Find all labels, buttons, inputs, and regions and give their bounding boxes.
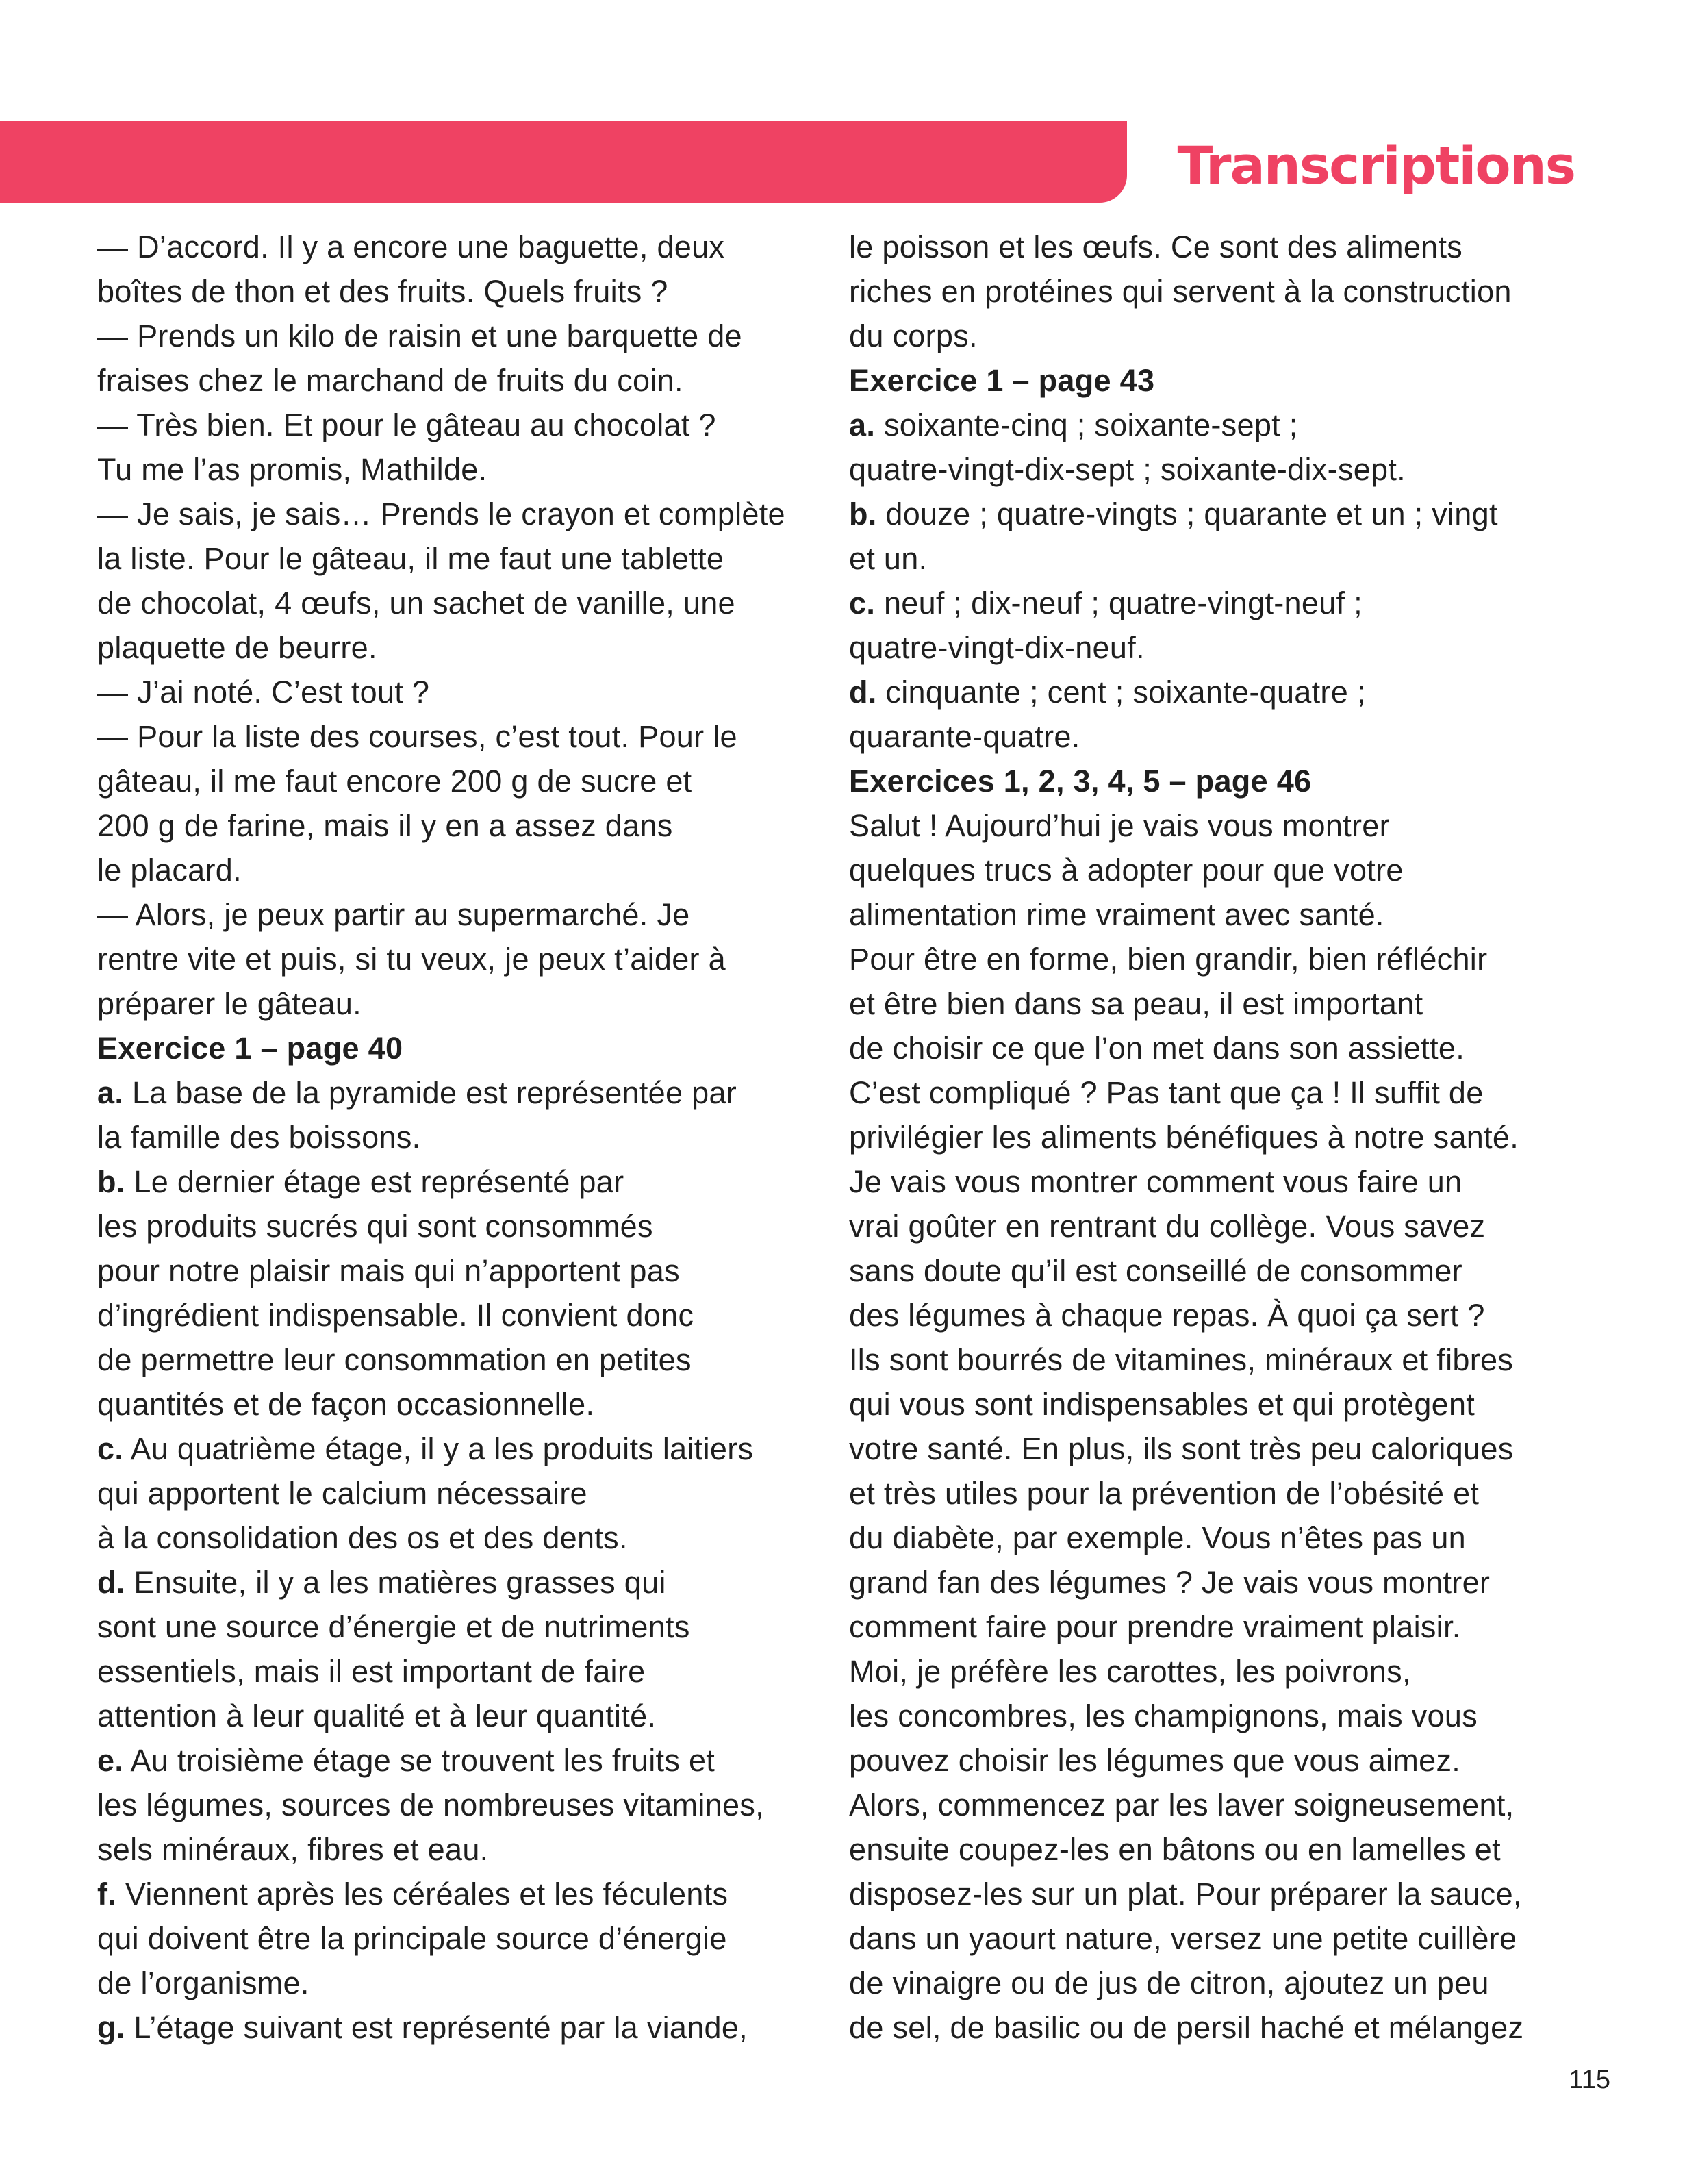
text-line [97,492,823,536]
text-line [849,1694,1592,1738]
text-line [97,536,823,581]
line-text: Salut ! Aujourd’hui je vais vous montrer [849,808,1390,843]
line-text: Le dernier étage est représenté par [125,1164,624,1199]
text-line [97,1115,823,1159]
line-text: du diabète, par exemple. Vous n’êtes pas un [849,1520,1467,1555]
line-text: Pour être en forme, bien grandir, bien réfléchir [849,942,1488,977]
line-text: — Prends un kilo de raisin et une barquette de [97,318,742,353]
line-text: L’étage suivant est représenté par la viande, [125,2010,748,2045]
text-line [849,1605,1592,1649]
line-text: privilégier les aliments bénéfiques à notre santé. [849,1120,1519,1155]
line-text: La base de la pyramide est représentée par [123,1075,737,1110]
line-text: d’ingrédient indispensable. Il convient donc [97,1298,694,1333]
line-text: Tu me l’as promis, Mathilde. [97,452,487,487]
line-text: Alors, commencez par les laver soigneusement, [849,1787,1515,1822]
text-line [849,1204,1592,1248]
line-text: et être bien dans sa peau, il est important [849,986,1423,1021]
line-text: neuf ; dix-neuf ; quatre-vingt-neuf ; [875,586,1363,620]
line-text: — J’ai noté. C’est tout ? [97,675,430,710]
line-text: préparer le gâteau. [97,986,362,1021]
text-line [849,670,1592,714]
text-line [849,714,1592,759]
text-line [849,1783,1592,1827]
line-text: de choisir ce que l’on met dans son assiette. [849,1031,1465,1066]
line-text: riches en protéines qui servent à la construction [849,274,1512,309]
text-line [849,447,1592,492]
text-line [849,1159,1592,1204]
text-line [849,1427,1592,1471]
text-line [97,358,823,403]
text-line [849,1649,1592,1694]
line-text: 200 g de farine, mais il y en a assez dans [97,808,673,843]
text-line [97,314,823,358]
text-line [97,1293,823,1338]
text-line [97,1427,823,1471]
line-text: qui apportent le calcium nécessaire [97,1476,587,1511]
line-text: — Alors, je peux partir au supermarché. Je [97,897,690,932]
line-text: dans un yaourt nature, versez une petite cuillère [849,1921,1517,1956]
text-line [97,937,823,981]
text-line [97,759,823,803]
text-line [849,536,1592,581]
section-heading: Exercice 1 – page 43 [849,363,1155,398]
text-line [849,892,1592,937]
line-text: Au quatrième étage, il y a les produits laitiers [123,1431,754,1466]
text-line [849,937,1592,981]
line-text: plaquette de beurre. [97,630,377,665]
line-text: et très utiles pour la prévention de l’obésité et [849,1476,1480,1511]
item-letter: g. [97,2010,125,2045]
line-text: Ils sont bourrés de vitamines, minéraux et fibres [849,1342,1514,1377]
line-text: le placard. [97,853,242,888]
line-text: attention à leur qualité et à leur quantité. [97,1698,657,1733]
line-text: — Très bien. Et pour le gâteau au chocolat ? [97,407,716,442]
text-line [97,1471,823,1516]
text-line [849,403,1592,447]
text-line [849,1916,1592,1961]
line-text: boîtes de thon et des fruits. Quels fruits ? [97,274,668,309]
line-text: vrai goûter en rentrant du collège. Vous savez [849,1209,1486,1244]
line-text: disposez-les sur un plat. Pour préparer la sauce, [849,1877,1522,1911]
line-text: de sel, de basilic ou de persil haché et mélangez [849,2010,1524,2045]
line-text: et un. [849,541,928,576]
text-line [849,1516,1592,1560]
line-text: comment faire pour prendre vraiment plaisir. [849,1609,1461,1644]
line-text: rentre vite et puis, si tu veux, je peux t’aider à [97,942,726,977]
line-text: gâteau, il me faut encore 200 g de sucre et [97,764,692,799]
text-line [849,803,1592,848]
item-letter: b. [97,1164,125,1199]
item-letter: d. [849,675,877,710]
text-line [97,1783,823,1827]
line-text: sans doute qu’il est conseillé de consommer [849,1253,1462,1288]
right-text-column [849,225,1592,2050]
line-text: les produits sucrés qui sont consommés [97,1209,653,1244]
line-text: soixante-cinq ; soixante-sept ; [875,407,1298,442]
header-accent-bar [0,121,1127,203]
line-text: de vinaigre ou de jus de citron, ajoutez un peu [849,1966,1489,2000]
line-text: alimentation rime vraiment avec santé. [849,897,1384,932]
text-line [97,714,823,759]
item-letter: b. [849,497,877,531]
text-line [849,1338,1592,1382]
text-line [849,1115,1592,1159]
line-text: du corps. [849,318,978,353]
line-text: Viennent après les céréales et les féculents [116,1877,728,1911]
line-text: pouvez choisir les légumes que vous aimez. [849,1743,1461,1778]
text-line [97,581,823,625]
line-text: Moi, je préfère les carottes, les poivrons, [849,1654,1411,1689]
text-line [97,1738,823,1783]
text-line [97,1961,823,2005]
line-text: la famille des boissons. [97,1120,421,1155]
text-line [97,225,823,269]
item-letter: a. [97,1075,124,1110]
text-line [97,1516,823,1560]
text-line [849,581,1592,625]
text-line [849,1738,1592,1783]
line-text: quarante-quatre. [849,719,1080,754]
line-text: votre santé. En plus, ils sont très peu caloriques [849,1431,1514,1466]
text-line [97,1159,823,1204]
text-line [97,625,823,670]
text-line [97,1204,823,1248]
item-letter: e. [97,1743,124,1778]
line-text: quantités et de façon occasionnelle. [97,1387,595,1422]
line-text: des légumes à chaque repas. À quoi ça sert ? [849,1298,1485,1333]
item-letter: a. [849,407,876,442]
text-line [97,1382,823,1427]
text-line [849,1070,1592,1115]
text-line [97,981,823,1026]
text-line [97,892,823,937]
text-line [97,803,823,848]
page-number: 115 [1569,2066,1610,2094]
section-heading: Exercice 1 – page 40 [97,1031,403,1066]
line-text: les concombres, les champignons, mais vous [849,1698,1478,1733]
line-text: essentiels, mais il est important de faire [97,1654,646,1689]
text-line [849,1471,1592,1516]
text-line [849,625,1592,670]
page-title: Transcriptions [1177,135,1575,196]
text-line [97,1872,823,1916]
line-text: ensuite coupez-les en bâtons ou en lamelles et [849,1832,1501,1867]
line-text: sont une source d’énergie et de nutriments [97,1609,690,1644]
text-line [97,848,823,892]
text-line [97,1827,823,1872]
line-text: les légumes, sources de nombreuses vitamines, [97,1787,764,1822]
text-line [849,848,1592,892]
text-line [97,1605,823,1649]
text-line [849,492,1592,536]
text-line [97,403,823,447]
text-line [97,1560,823,1605]
line-text: qui vous sont indispensables et qui protègent [849,1387,1475,1422]
text-line [849,2005,1592,2050]
item-letter: f. [97,1877,117,1911]
line-text: C’est compliqué ? Pas tant que ça ! Il suffit de [849,1075,1484,1110]
line-text: de l’organisme. [97,1966,309,2000]
text-line [849,225,1592,269]
line-text: pour notre plaisir mais qui n’apportent pas [97,1253,680,1288]
line-text: le poisson et les œufs. Ce sont des aliments [849,229,1463,264]
text-line [849,1872,1592,1916]
text-line [97,269,823,314]
text-line [849,1560,1592,1605]
line-text: cinquante ; cent ; soixante-quatre ; [876,675,1366,710]
line-text: sels minéraux, fibres et eau. [97,1832,489,1867]
line-text: douze ; quatre-vingts ; quarante et un ; vingt [876,497,1498,531]
text-line [97,447,823,492]
text-line [97,670,823,714]
line-text: Ensuite, il y a les matières grasses qui [125,1565,666,1600]
line-text: de permettre leur consommation en petites [97,1342,692,1377]
line-text: fraises chez le marchand de fruits du coin. [97,363,683,398]
text-line [849,1293,1592,1338]
item-letter: d. [97,1565,125,1600]
line-text: la liste. Pour le gâteau, il me faut une tablette [97,541,724,576]
text-line [97,1338,823,1382]
line-text: quelques trucs à adopter pour que votre [849,853,1404,888]
line-text: de chocolat, 4 œufs, un sachet de vanille, une [97,586,735,620]
line-text: Au troisième étage se trouvent les fruits et [123,1743,715,1778]
line-text: Je vais vous montrer comment vous faire un [849,1164,1462,1199]
section-heading: Exercices 1, 2, 3, 4, 5 – page 46 [849,764,1312,799]
line-text: — Pour la liste des courses, c’est tout. Pour le [97,719,737,754]
line-text: quatre-vingt-dix-neuf. [849,630,1145,665]
text-line [97,1248,823,1293]
text-line [849,1248,1592,1293]
line-text: grand fan des légumes ? Je vais vous montrer [849,1565,1491,1600]
line-text: — D’accord. Il y a encore une baguette, deux [97,229,725,264]
line-text: qui doivent être la principale source d’énergie [97,1921,727,1956]
line-text: — Je sais, je sais… Prends le crayon et complète [97,497,785,531]
text-line [97,1916,823,1961]
text-line [97,1694,823,1738]
text-line [849,1026,1592,1070]
text-line [97,2005,823,2050]
text-line [849,1382,1592,1427]
text-line [849,1961,1592,2005]
text-line [849,269,1592,314]
left-text-column [97,225,823,2050]
line-text: à la consolidation des os et des dents. [97,1520,628,1555]
text-line [97,1070,823,1115]
text-line [849,981,1592,1026]
text-line [97,1649,823,1694]
item-letter: c. [849,586,876,620]
text-line [849,1827,1592,1872]
line-text: quatre-vingt-dix-sept ; soixante-dix-sept. [849,452,1406,487]
text-line [849,314,1592,358]
item-letter: c. [97,1431,124,1466]
